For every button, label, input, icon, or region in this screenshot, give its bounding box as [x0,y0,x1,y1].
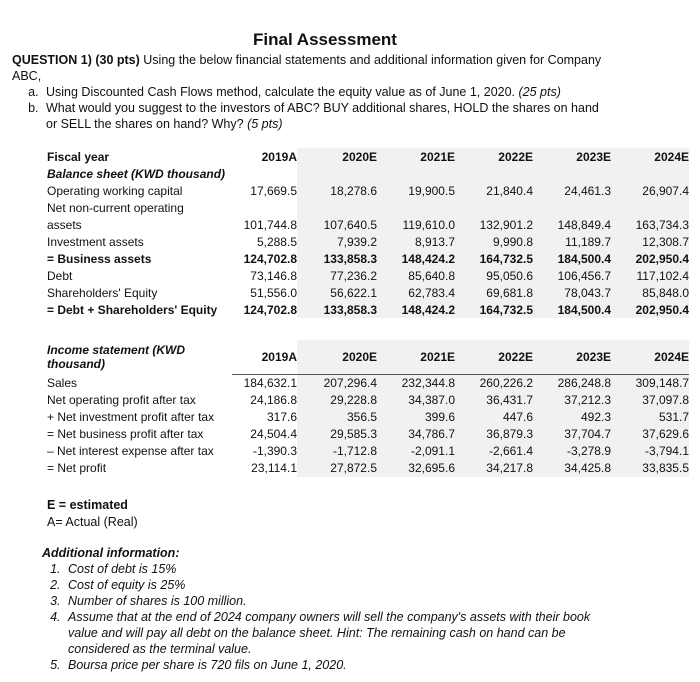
value-cell-2019A: 5,288.5 [256,234,297,249]
note-estimated: E = estimated [47,498,128,512]
value-cell-2019A: 24,186.8 [250,393,297,407]
value-cell-2023E: 492.3 [533,409,611,426]
value-cell-2023E: 2023E [533,340,611,374]
value-cell-2022E: 260,226.2 [455,374,533,392]
value-cell-2022E: 34,217.8 [455,460,533,477]
question-1 [12,52,612,132]
value-cell-2022E: 21,840.4 [455,182,533,199]
value-cell-2019A: 17,669.5 [250,183,297,198]
income-statement-table [47,340,689,477]
value-cell-2022E: 447.6 [455,409,533,426]
value-cell-2024E: 163,734.3 [611,216,689,233]
value-cell-2021E: -2,091.1 [377,443,455,460]
table-row [47,182,689,199]
value-cell-2024E: 2024E [611,148,689,165]
value-cell-2019A: -1,390.3 [252,444,297,458]
table-row [47,216,689,233]
value-cell-2020E: 18,278.6 [297,182,377,199]
value-cell-2024E [611,199,689,216]
value-cell-2023E: 78,043.7 [533,284,611,301]
value-cell-2024E: 33,835.5 [611,460,689,477]
value-cell-2022E: -2,661.4 [455,443,533,460]
value-cell-2023E: 148,849.4 [533,216,611,233]
row-label: = Net profit [47,461,107,475]
value-cell-2020E: 133,858.3 [297,250,377,267]
value-cell-2019A: 2019A [261,149,297,164]
value-cell-2019A: 24,504.4 [250,427,297,441]
additional-item: 5. Boursa price per share is 720 fils on June 1, 2020. [64,657,612,673]
value-cell-2024E: 85,848.0 [611,284,689,301]
row-label: Net operating profit after tax [47,393,196,407]
value-cell-2021E: 148,424.2 [377,250,455,267]
value-cell-2019A: 73,146.8 [250,268,297,283]
value-cell-2021E: 2021E [377,340,455,374]
value-cell-2023E: 2023E [533,148,611,165]
value-cell-2023E: 11,189.7 [533,233,611,250]
row-label: = Debt + Shareholders' Equity [47,302,218,317]
table-row [47,460,689,477]
additional-information [42,545,612,673]
value-cell-2024E: 309,148.7 [611,374,689,392]
value-cell-2021E: 232,344.8 [377,374,455,392]
table-row [47,392,689,409]
value-cell-2019A [232,199,297,216]
value-cell-2020E [297,199,377,216]
value-cell-2023E: 286,248.8 [533,374,611,392]
table-row [47,250,689,267]
table-header-row [47,148,689,165]
table-row [47,426,689,443]
table-row [47,374,689,392]
value-cell-2023E: -3,278.9 [533,443,611,460]
value-cell-2020E: 207,296.4 [297,374,377,392]
value-cell-2020E: 29,585.3 [297,426,377,443]
value-cell-2023E [533,199,611,216]
value-cell-2022E: 164,732.5 [455,250,533,267]
value-cell-2022E [455,165,533,182]
value-cell-2022E: 9,990.8 [455,233,533,250]
row-label: Investment assets [47,234,144,249]
table-row [47,199,689,216]
value-cell-2021E [377,165,455,182]
question-text: Using the below financial statements and additional information given for Company ABC, [12,53,602,83]
value-cell-2021E: 148,424.2 [377,301,455,318]
value-cell-2021E [377,199,455,216]
value-cell-2021E: 8,913.7 [377,233,455,250]
value-cell-2019A: 124,702.8 [243,302,297,317]
row-label: assets [47,217,82,232]
table-header-row [47,340,689,374]
value-cell-2021E: 32,695.6 [377,460,455,477]
value-cell-2023E: 37,212.3 [533,392,611,409]
row-label: = Business assets [47,251,152,266]
value-cell-2022E: 2022E [455,148,533,165]
table-row [47,301,689,318]
value-cell-2020E: 2020E [297,148,377,165]
value-cell-2020E: 356.5 [297,409,377,426]
value-cell-2019A: 51,556.0 [250,285,297,300]
value-cell-2022E [455,199,533,216]
table-row [47,284,689,301]
value-cell-2021E: 34,387.0 [377,392,455,409]
additional-item: 1. Cost of debt is 15% [64,561,612,577]
row-label: = Net business profit after tax [47,427,204,441]
value-cell-2022E: 36,879.3 [455,426,533,443]
value-cell-2024E: 37,629.6 [611,426,689,443]
value-cell-2021E: 19,900.5 [377,182,455,199]
row-label: Shareholders' Equity [47,285,158,300]
value-cell-2023E: 37,704.7 [533,426,611,443]
value-cell-2019A: 101,744.8 [243,217,297,232]
value-cell-2024E: 531.7 [611,409,689,426]
value-cell-2024E: -3,794.1 [611,443,689,460]
table-row [47,409,689,426]
value-cell-2019A: 124,702.8 [243,251,297,266]
row-label: Debt [47,268,73,283]
value-cell-2019A: 184,632.1 [243,376,297,390]
value-cell-2022E: 164,732.5 [455,301,533,318]
value-cell-2023E: 184,500.4 [533,250,611,267]
question-lead: QUESTION 1) (30 pts) [12,53,140,67]
value-cell-2022E: 2022E [455,340,533,374]
note-actual: A= Actual (Real) [47,515,138,529]
value-cell-2024E: 2024E [611,340,689,374]
value-cell-2021E: 34,786.7 [377,426,455,443]
page-title: Final Assessment [253,30,397,49]
value-cell-2021E: 85,640.8 [377,267,455,284]
value-cell-2020E: -1,712.8 [297,443,377,460]
value-cell-2024E: 202,950.4 [611,301,689,318]
value-cell-2022E: 36,431.7 [455,392,533,409]
row-label: + Net investment profit after tax [47,410,215,424]
value-cell-2020E: 7,939.2 [297,233,377,250]
additional-heading: Additional information: [42,546,180,560]
row-label: Income statement (KWD thousand) [47,343,186,371]
value-cell-2023E [533,165,611,182]
value-cell-2019A: 23,114.1 [251,461,297,475]
value-cell-2020E: 29,228.8 [297,392,377,409]
row-label: Net non-current operating [47,200,184,215]
value-cell-2023E: 184,500.4 [533,301,611,318]
value-cell-2020E: 2020E [297,340,377,374]
value-cell-2019A: 2019A [232,340,297,374]
question-part-a: a. Using Discounted Cash Flows method, calculate the equity value as of June 1, 2020. (25 pts) [42,84,612,100]
balance-sheet-table [47,148,689,318]
value-cell-2022E: 132,901.2 [455,216,533,233]
value-cell-2023E: 34,425.8 [533,460,611,477]
value-cell-2020E: 107,640.5 [297,216,377,233]
value-cell-2021E: 62,783.4 [377,284,455,301]
value-cell-2024E: 12,308.7 [611,233,689,250]
value-cell-2023E: 24,461.3 [533,182,611,199]
value-cell-2020E [297,165,377,182]
value-cell-2021E: 2021E [377,148,455,165]
table-row [47,443,689,460]
section-header-row [47,165,689,182]
additional-item: 2. Cost of equity is 25% [64,577,612,593]
value-cell-2024E: 202,950.4 [611,250,689,267]
table-row [47,233,689,250]
value-cell-2020E: 133,858.3 [297,301,377,318]
row-label: Sales [47,375,78,390]
value-cell-2019A: 317.6 [266,410,297,424]
additional-item: 4. Assume that at the end of 2024 company owners will sell the company's assets with their book value and will pay all debt on the balance sheet. Hint: The remaining cash on hand can be considered as the terminal value. [64,609,612,657]
value-cell-2022E: 69,681.8 [455,284,533,301]
value-cell-2023E: 106,456.7 [533,267,611,284]
value-cell-2024E: 26,907.4 [611,182,689,199]
value-cell-2019A [232,165,297,182]
value-cell-2022E: 95,050.6 [455,267,533,284]
value-cell-2024E: 117,102.4 [611,267,689,284]
row-label: Fiscal year [47,149,110,164]
value-cell-2020E: 27,872.5 [297,460,377,477]
value-cell-2021E: 119,610.0 [377,216,455,233]
additional-item: 3. Number of shares is 100 million. [64,593,612,609]
value-cell-2021E: 399.6 [377,409,455,426]
value-cell-2024E: 37,097.8 [611,392,689,409]
question-part-b: b. What would you suggest to the investors of ABC? BUY additional shares, HOLD the shares on hand or SELL the shares on hand? Why? (5 pts) [42,100,612,132]
value-cell-2020E: 56,622.1 [297,284,377,301]
row-label: Operating working capital [47,183,183,198]
value-cell-2020E: 77,236.2 [297,267,377,284]
row-label: Balance sheet (KWD thousand) [47,166,226,181]
row-label: – Net interest expense after tax [47,444,214,458]
table-row [47,267,689,284]
value-cell-2024E [611,165,689,182]
